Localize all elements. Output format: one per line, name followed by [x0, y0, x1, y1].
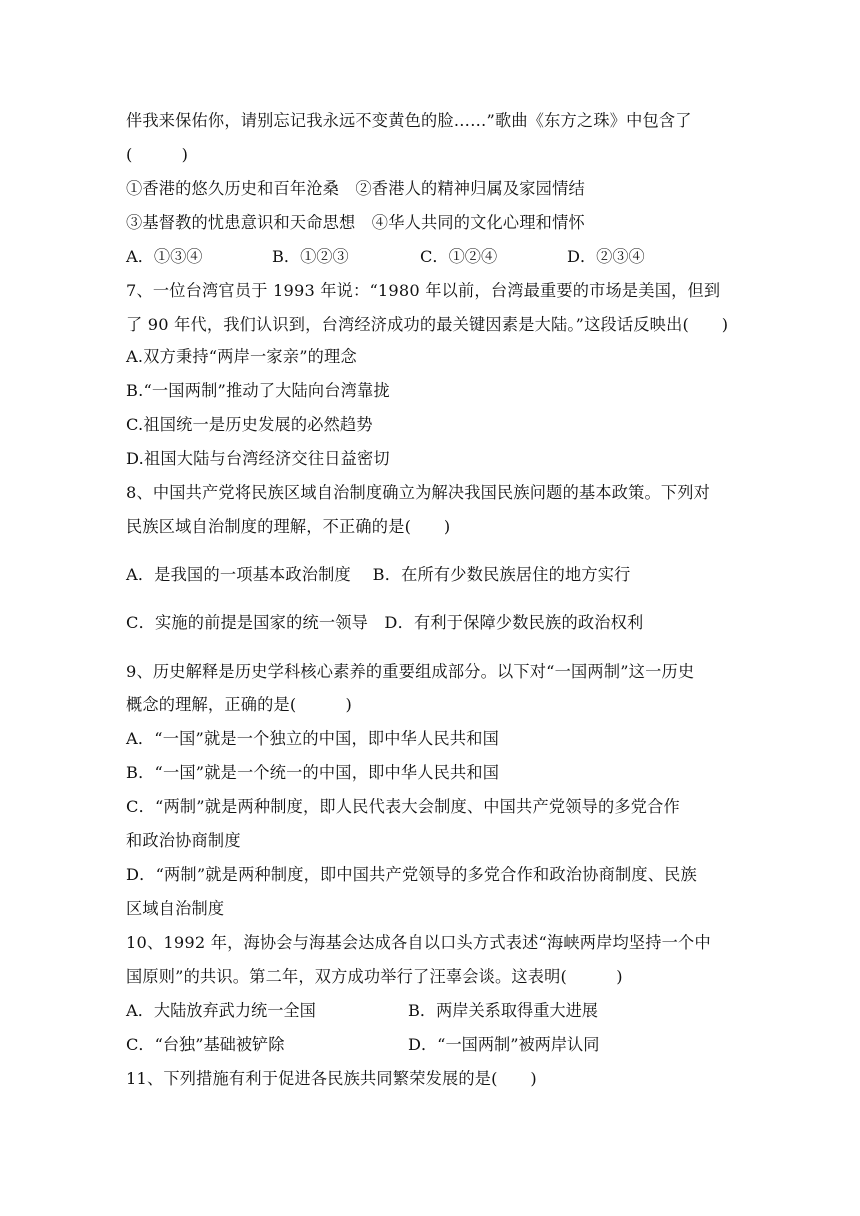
- q8-stem-line1: 8、中国共产党将民族区域自治制度确立为解决我国民族问题的基本政策。下列对: [126, 483, 711, 502]
- q7-option-a: A.双方秉持“两岸一家亲”的理念: [126, 347, 357, 366]
- q7-option-d: D.祖国大陆与台湾经济交往日益密切: [126, 449, 390, 468]
- q8-options-row2: C．实施的前提是国家的统一领导 D．有利于保障少数民族的政治权利: [126, 613, 644, 632]
- q9-option-d-line1: D．“两制”就是两种制度，即中国共产党领导的多党合作和政治协商制度、民族: [126, 865, 697, 884]
- q9-stem-line2: 概念的理解，正确的是( ): [126, 695, 353, 714]
- q6-option-a: A．①③④: [126, 247, 203, 266]
- q8-stem-line2: 民族区域自治制度的理解，不正确的是( ): [126, 517, 451, 536]
- q6-item-1-2: ①香港的悠久历史和百年沧桑 ②香港人的精神归属及家园情结: [126, 179, 585, 198]
- q9-option-c-line1: C．“两制”就是两种制度，即人民代表大会制度、中国共产党领导的多党合作: [126, 797, 680, 816]
- q6-stem-line2: ( ): [126, 145, 189, 164]
- q10-option-c: C．“台独”基础被铲除: [126, 1035, 285, 1054]
- q9-option-d-line2: 区域自治制度: [126, 899, 225, 918]
- q10-option-a: A．大陆放弃武力统一全国: [126, 1001, 316, 1020]
- q6-option-c: C．①②④: [420, 247, 498, 266]
- q7-stem-line2: 了 90 年代，我们认识到，台湾经济成功的最关键因素是大陆。”这段话反映出( ): [126, 315, 729, 334]
- q7-stem-line1: 7、一位台湾官员于 1993 年说：“1980 年以前，台湾最重要的市场是美国，但到: [126, 281, 721, 300]
- q10-stem-line2: 国原则”的共识。第二年，双方成功举行了汪辜会谈。这表明( ): [126, 967, 623, 986]
- q9-stem-line1: 9、历史解释是历史学科核心素养的重要组成部分。以下对“一国两制”这一历史: [126, 662, 695, 681]
- q6-stem-line1: 伴我来保佑你，请别忘记我永远不变黄色的脸……”歌曲《东方之珠》中包含了: [126, 111, 692, 130]
- q9-option-b: B．“一国”就是一个统一的中国，即中华人民共和国: [126, 763, 500, 782]
- q10-option-b: B．两岸关系取得重大进展: [408, 1001, 598, 1020]
- q10-option-d: D．“一国两制”被两岸认同: [408, 1035, 600, 1054]
- q9-option-a: A．“一国”就是一个独立的中国，即中华人民共和国: [126, 729, 499, 748]
- q6-option-d: D．②③④: [567, 247, 645, 266]
- q10-stem-line1: 10、1992 年，海协会与海基会达成各自以口头方式表述“海峡两岸均坚持一个中: [126, 933, 711, 952]
- q8-options-row1: A．是我国的一项基本政治制度 B．在所有少数民族居住的地方实行: [126, 565, 631, 584]
- q9-option-c-line2: 和政治协商制度: [126, 831, 241, 850]
- q6-option-b: B．①②③: [272, 247, 349, 266]
- q7-option-b: B.“一国两制”推动了大陆向台湾靠拢: [126, 381, 390, 400]
- q6-item-3-4: ③基督教的忧患意识和天命思想 ④华人共同的文化心理和情怀: [126, 213, 585, 232]
- q7-option-c: C.祖国统一是历史发展的必然趋势: [126, 415, 373, 434]
- q11-stem-line1: 11、下列措施有利于促进各民族共同繁荣发展的是( ): [126, 1069, 537, 1088]
